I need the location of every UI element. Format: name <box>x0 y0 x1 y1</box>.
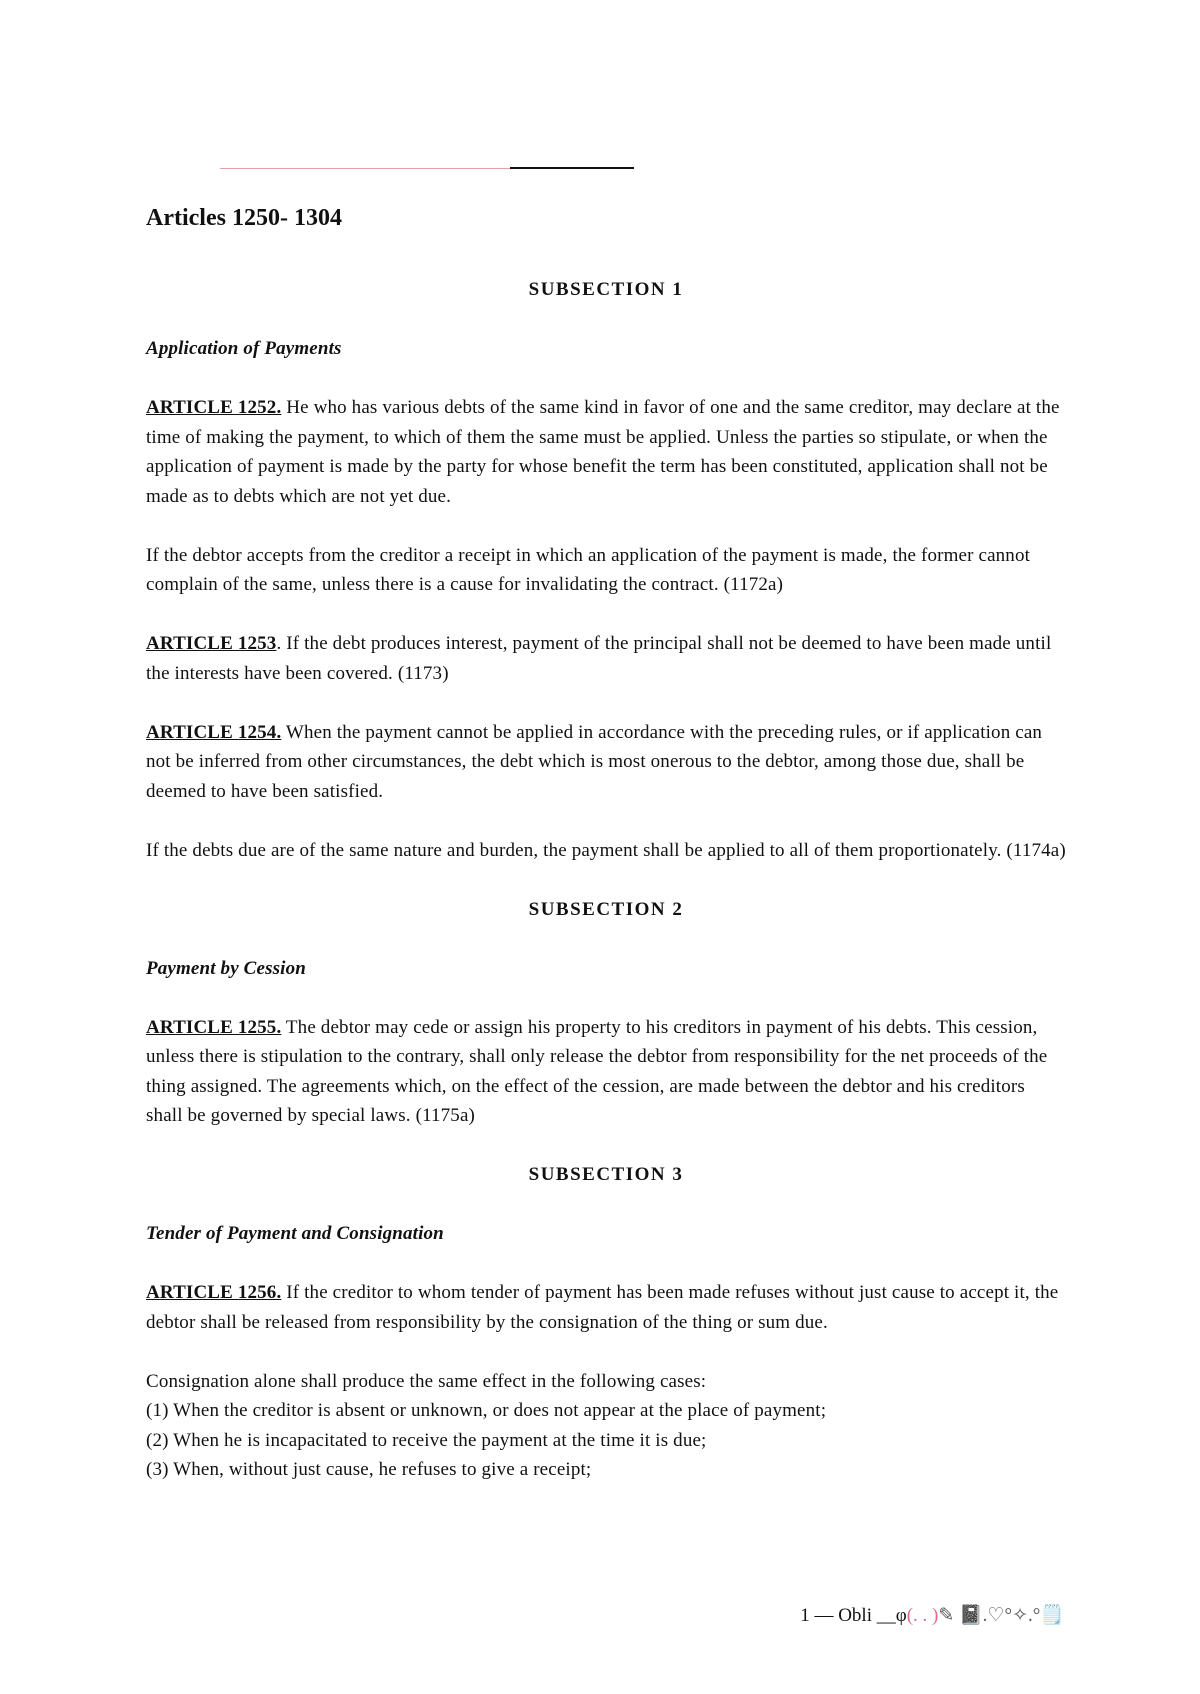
subsection-1-subtitle: Application of Payments <box>146 338 342 359</box>
document-title: Articles 1250- 1304 <box>146 205 342 231</box>
subsection-2-heading: SUBSECTION 2 <box>528 898 684 920</box>
article-text: When the payment cannot be applied in accordance with the preceding rules, or if application can not be inferred from other circumstances, the debt which is most onerous to the debtor, among those due, shall be deemed to have been satisfied. <box>146 721 1043 802</box>
consignation-intro: Consignation alone shall produce the same effect in the following cases: <box>146 1370 707 1392</box>
list-item: (1) When the creditor is absent or unknown, or does not appear at the place of payment; <box>146 1400 827 1421</box>
article-1253 <box>146 629 1066 688</box>
page-footer <box>800 1603 1064 1627</box>
article-1254 <box>146 718 1066 807</box>
article-text: He who has various debts of the same kind in favor of one and the same creditor, may declare at the time of making the payment, to which of them the same must be applied. Unless the parties so stipulate, or when the application of payment is made by the party for whose benefit the term has been constituted, application shall not be made as to debts which are not yet due. <box>146 397 1060 507</box>
document-body <box>146 275 1066 1485</box>
article-label: ARTICLE 1255. <box>146 1016 282 1038</box>
footer-decoration: ✎ 📓.♡°✧.°🗒️ <box>938 1605 1064 1626</box>
paragraph: If the debts due are of the same nature and burden, the payment shall be applied to all of them proportionately. (1174a) <box>146 839 1066 861</box>
page-number: 1 <box>800 1605 810 1626</box>
list-item: (3) When, without just cause, he refuses to give a receipt; <box>146 1459 592 1480</box>
subsection-3-heading: SUBSECTION 3 <box>528 1164 684 1185</box>
header-rule-pink <box>220 168 510 169</box>
footer-kaomoji: (. . ) <box>906 1605 939 1626</box>
list-item: (2) When he is incapacitated to receive the payment at the time it is due; <box>146 1429 707 1451</box>
article-1252 <box>146 393 1066 511</box>
article-1256 <box>146 1278 1066 1337</box>
article-text: If the creditor to whom tender of payment has been made refuses without just cause to accept it, the debtor shall be released from responsibility by the consignation of the thing or sum due. <box>146 1282 1059 1333</box>
paragraph: If the debtor accepts from the creditor a receipt in which an application of the payment is made, the former cannot complain of the same, unless there is a cause for invalidating the contract. (1172a) <box>146 544 1031 595</box>
article-text: The debtor may cede or assign his property to his creditors in payment of his debts. This cession, unless there is stipulation to the contrary, shall only release the debtor from responsibility for the net proceeds of the thing assigned. The agreements which, on the effect of the cession, are made between the debtor and his creditors shall be governed by special laws. (1175a) <box>146 1016 1048 1126</box>
subsection-3-subtitle: Tender of Payment and Consignation <box>146 1223 444 1244</box>
article-1255 <box>146 1013 1066 1131</box>
header-rule-black <box>510 167 634 169</box>
footer-text: — Obli __φ <box>814 1605 907 1626</box>
article-label: ARTICLE 1252. <box>146 397 282 418</box>
article-text: . If the debt produces interest, payment of the principal shall not be deemed to have been made until the interests have been covered. (1173) <box>146 633 1052 684</box>
article-label: ARTICLE 1254. <box>146 721 282 743</box>
consignation-cases-list <box>146 1396 1066 1485</box>
subsection-2-subtitle: Payment by Cession <box>146 957 306 979</box>
subsection-1-heading: SUBSECTION 1 <box>528 279 684 300</box>
article-label: ARTICLE 1256. <box>146 1282 282 1303</box>
article-label: ARTICLE 1253 <box>146 633 277 654</box>
